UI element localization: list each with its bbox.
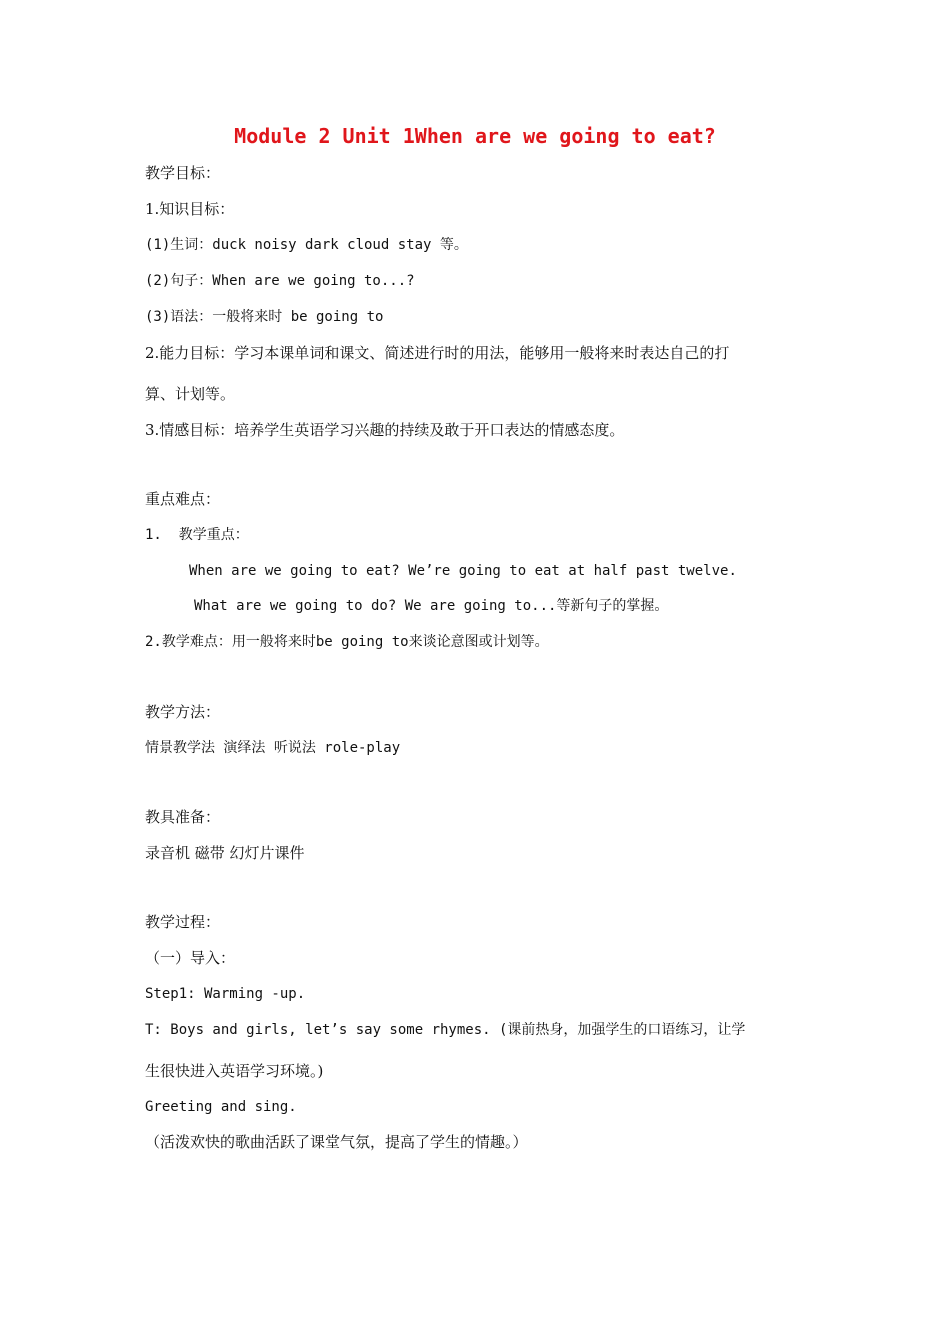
heading-key-points: 重点难点： <box>145 490 221 508</box>
objective-ability-cont: 算、计划等。 <box>145 385 236 403</box>
process-teacher-line-cont: 生很快进入英语学习环境。) <box>145 1062 324 1080</box>
key-point-label: 1. 教学重点： <box>145 527 249 543</box>
objective-grammar: (3)语法：一般将来时 be going to <box>145 309 384 325</box>
heading-teaching-objectives: 教学目标： <box>145 164 221 182</box>
process-teacher-line: T: Boys and girls, let’s say some rhymes. (课前热身，加强学生的口语练习，让学 <box>145 1022 746 1038</box>
process-greeting: Greeting and sing. <box>145 1099 297 1115</box>
objective-knowledge: 1.知识目标： <box>145 200 235 218</box>
objective-vocabulary: (1)生词：duck noisy dark cloud stay 等。 <box>145 237 468 253</box>
heading-teaching-process: 教学过程： <box>145 913 221 931</box>
teaching-methods: 情景教学法 演绎法 听说法 role-play <box>145 740 401 756</box>
heading-teaching-methods: 教学方法： <box>145 703 221 721</box>
document-title: Module 2 Unit 1When are we going to eat? <box>234 124 716 148</box>
key-point-sentence-2: What are we going to do? We are going to...等新句子的掌握。 <box>194 598 669 614</box>
process-intro: （一）导入： <box>145 949 236 967</box>
process-song-note: （活泼欢快的歌曲活跃了课堂气氛，提高了学生的情趣。） <box>145 1133 528 1151</box>
objective-emotion: 3.情感目标：培养学生英语学习兴趣的持续及敢于开口表达的情感态度。 <box>145 421 625 439</box>
objective-sentences: (2)句子：When are we going to...? <box>145 273 415 289</box>
heading-teaching-aids: 教具准备： <box>145 808 221 826</box>
key-point-sentence-1: When are we going to eat? We’re going to eat at half past twelve. <box>189 563 737 579</box>
process-step1: Step1: Warming -up. <box>145 986 306 1002</box>
difficult-point: 2.教学难点：用一般将来时be going to来谈论意图或计划等。 <box>145 634 549 650</box>
objective-ability: 2.能力目标：学习本课单词和课文、简述进行时的用法，能够用一般将来时表达自己的打 <box>145 344 730 362</box>
teaching-aids: 录音机 磁带 幻灯片课件 <box>145 844 305 862</box>
